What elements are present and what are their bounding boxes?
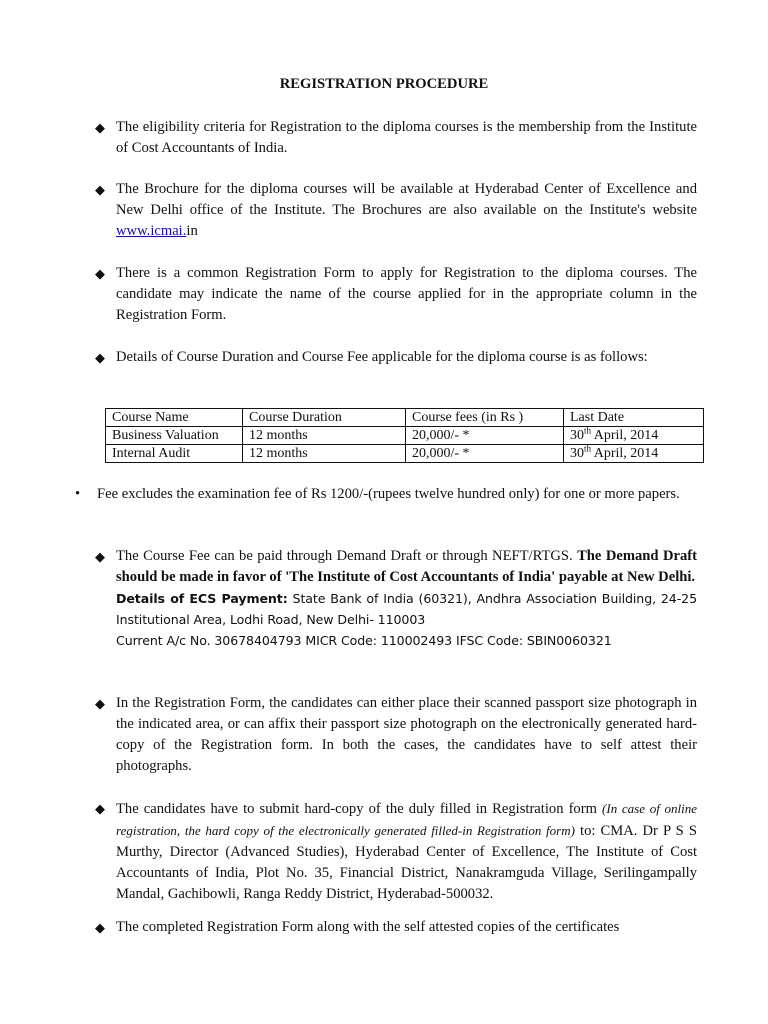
table-row [106,427,704,445]
list-item-submission [95,798,697,905]
photograph-text: In the Registration Form, the candidates can either place their scanned passport size photograph in the indicated area, or can affix their passport size photograph on the electronically generated hard-copy of the Registration form. In both the cases, the candidates have to self attest their photographs. [116,695,697,774]
date-ordinal: th [584,443,592,454]
payment-text [116,546,697,588]
list-item-completed-form [95,917,697,938]
ecs-address: State Bank of India (60321), Andhra Association Building, 24-25 Institutional Area, Lodhi Road, New Delhi- 110003 [116,591,697,627]
date-day: 30 [570,428,584,443]
brochure-text [116,179,697,242]
course-fee-table [105,408,704,463]
list-item-eligibility [95,117,697,159]
list-item-course-details [95,347,697,368]
table-header-cell: Course fees (in Rs ) [406,409,564,427]
demand-draft-instruction: The Demand Draft should be made in favor of 'The Institute of Cost Accountants of India' payable at New Delhi. [116,548,697,585]
course-details-text: Details of Course Duration and Course Fee applicable for the diploma course is as follows: [116,349,648,365]
round-bullet-icon: • [75,486,81,502]
submission-lead: The candidates have to submit hard-copy of the duly filled in Registration form [116,801,603,817]
table-header-cell: Course Duration [243,409,406,427]
list-item-registration-form [95,263,697,326]
table-cell-date [564,445,704,463]
online-registration-note: (In case of online registration, the hard copy of the electronically generated filled-in Registration form) [116,801,697,838]
website-link-suffix: in [186,223,198,239]
table-row [106,445,704,463]
list-item-payment [95,546,697,651]
submission-text [116,798,697,905]
diamond-bullet-icon: ◆ [95,266,105,281]
date-month-year: April, 2014 [591,446,659,461]
date-month-year: April, 2014 [591,428,659,443]
table-header-cell: Last Date [564,409,704,427]
table-cell: 12 months [243,427,406,445]
table-header-cell: Course Name [106,409,243,427]
table-cell: 12 months [243,445,406,463]
list-item-photograph [95,693,697,777]
diamond-bullet-icon: ◆ [95,350,105,365]
diamond-bullet-icon: ◆ [95,549,105,564]
date-ordinal: th [584,425,592,436]
table-cell: 20,000/- * [406,445,564,463]
date-day: 30 [570,446,584,461]
ecs-details [116,588,697,630]
diamond-bullet-icon: ◆ [95,920,105,935]
fee-note-text: Fee excludes the examination fee of Rs 1200/-(rupees twelve hundred only) for one or more papers. [97,486,680,502]
diamond-bullet-icon: ◆ [95,182,105,197]
table-cell: Internal Audit [106,445,243,463]
diamond-bullet-icon: ◆ [95,801,105,816]
completed-form-text: The completed Registration Form along with the self attested copies of the certificates [116,919,620,935]
account-details: Current A/c No. 30678404793 MICR Code: 110002493 IFSC Code: SBIN0060321 [116,633,612,648]
website-link[interactable]: www.icmai. [116,223,187,239]
diamond-bullet-icon: ◆ [95,120,105,135]
registration-form-text: There is a common Registration Form to apply for Registration to the diploma courses. The candidate may indicate the name of the course applied for in the appropriate column in the Registration Form. [116,265,697,323]
payment-lead: The Course Fee can be paid through Demand Draft or through NEFT/RTGS. [116,548,578,564]
diamond-bullet-icon: ◆ [95,696,105,711]
eligibility-text: The eligibility criteria for Registration to the diploma courses is the membership from the Institute of Cost Accountants of India. [116,119,697,156]
table-cell: 20,000/- * [406,427,564,445]
table-cell-date [564,427,704,445]
table-header-row [106,409,704,427]
fee-note [75,484,697,505]
list-item-brochure [95,179,697,242]
brochure-body: The Brochure for the diploma courses will be available at Hyderabad Center of Excellence and New Delhi office of the Institute. The Brochures are also available on the Institute's website [116,181,697,218]
page-title: REGISTRATION PROCEDURE [279,76,489,92]
table-cell: Business Valuation [106,427,243,445]
ecs-label: Details of ECS Payment: [116,591,288,606]
submission-address: to: CMA. Dr P S S Murthy, Director (Advanced Studies), Hyderabad Center of Excellence, The Institute of Cost Accountants of India, Plot No. 35, Financial District, Nanakramguda Village, Serilingampally Mandal, Gachibowli, Ranga Reddy District, Hyderabad-500032. [116,823,698,902]
